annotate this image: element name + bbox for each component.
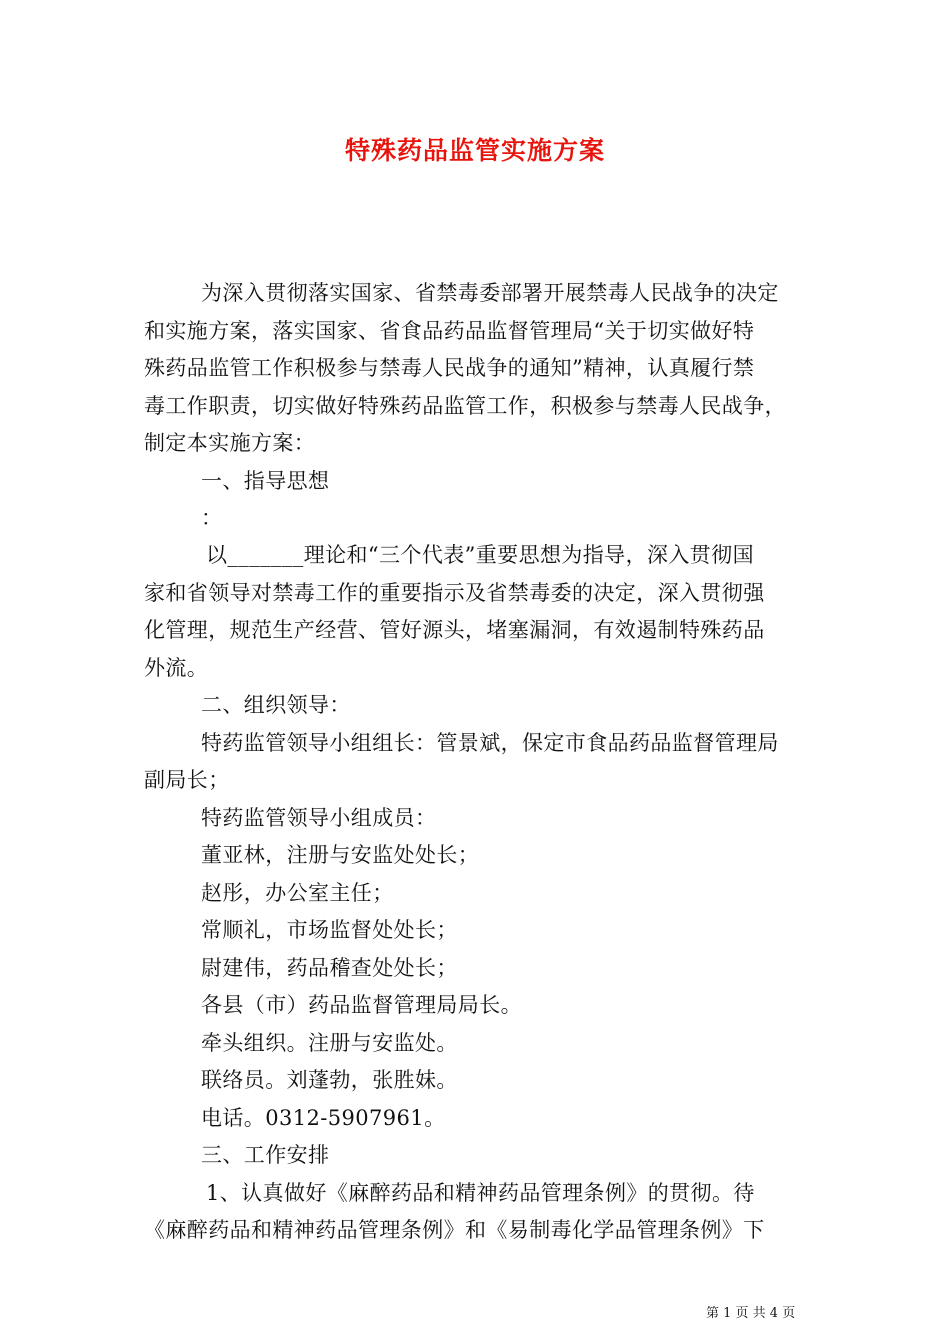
paragraph-line: 1、认真做好《麻醉药品和精神药品管理条例》的贯彻。待 bbox=[206, 1181, 755, 1205]
paragraph-line: 各县（市）药品监督管理局局长。 bbox=[201, 993, 522, 1017]
paragraph-line: 尉建伟，药品稽查处处长； bbox=[201, 956, 458, 980]
paragraph-line: 以_______理论和“三个代表”重要思想为指导，深入贯彻国 bbox=[206, 543, 754, 567]
paragraph-line: 赵彤，办公室主任； bbox=[201, 881, 394, 905]
paragraph-line: 殊药品监管工作积极参与禁毒人民战争的通知”精神，认真履行禁 bbox=[144, 356, 755, 380]
paragraph-line: 电话。0312-5907961。 bbox=[201, 1106, 446, 1130]
paragraph-line: ： bbox=[201, 506, 223, 530]
paragraph-line: 制定本实施方案： bbox=[144, 431, 316, 455]
section-heading: 二、组织领导： bbox=[201, 693, 351, 717]
paragraph-line: 为深入贯彻落实国家、省禁毒委部署开展禁毒人民战争的决定 bbox=[201, 281, 779, 305]
paragraph-line: 化管理，规范生产经营、管好源头，堵塞漏洞，有效遏制特殊药品 bbox=[144, 618, 765, 642]
paragraph-line: 董亚林，注册与安监处处长； bbox=[201, 843, 480, 867]
paragraph-line: 和实施方案，落实国家、省食品药品监督管理局“关于切实做好特 bbox=[144, 319, 755, 343]
section-heading: 三、工作安排 bbox=[201, 1143, 330, 1167]
paragraph-line: 特药监管领导小组成员： bbox=[201, 806, 437, 830]
page-number: 第 1 页 共 4 页 bbox=[706, 1306, 796, 1321]
paragraph-line: 《麻醉药品和精神药品管理条例》和《易制毒化学品管理条例》下 bbox=[144, 1218, 765, 1242]
document-title: 特殊药品监管实施方案 bbox=[344, 136, 605, 165]
paragraph-line: 外流。 bbox=[144, 656, 209, 680]
paragraph-line: 常顺礼，市场监督处处长； bbox=[201, 918, 458, 942]
section-heading: 一、指导思想 bbox=[201, 469, 330, 493]
paragraph-line: 联络员。刘蓬勃，张胜妹。 bbox=[201, 1068, 458, 1092]
paragraph-line: 牵头组织。注册与安监处。 bbox=[201, 1031, 458, 1055]
paragraph-line: 副局长； bbox=[144, 768, 230, 792]
paragraph-line: 毒工作职责，切实做好特殊药品监管工作，积极参与禁毒人民战争， bbox=[144, 394, 786, 418]
paragraph-line: 家和省领导对禁毒工作的重要指示及省禁毒委的决定，深入贯彻强 bbox=[144, 581, 765, 605]
paragraph-line: 特药监管领导小组组长：管景斌，保定市食品药品监督管理局 bbox=[201, 731, 779, 755]
